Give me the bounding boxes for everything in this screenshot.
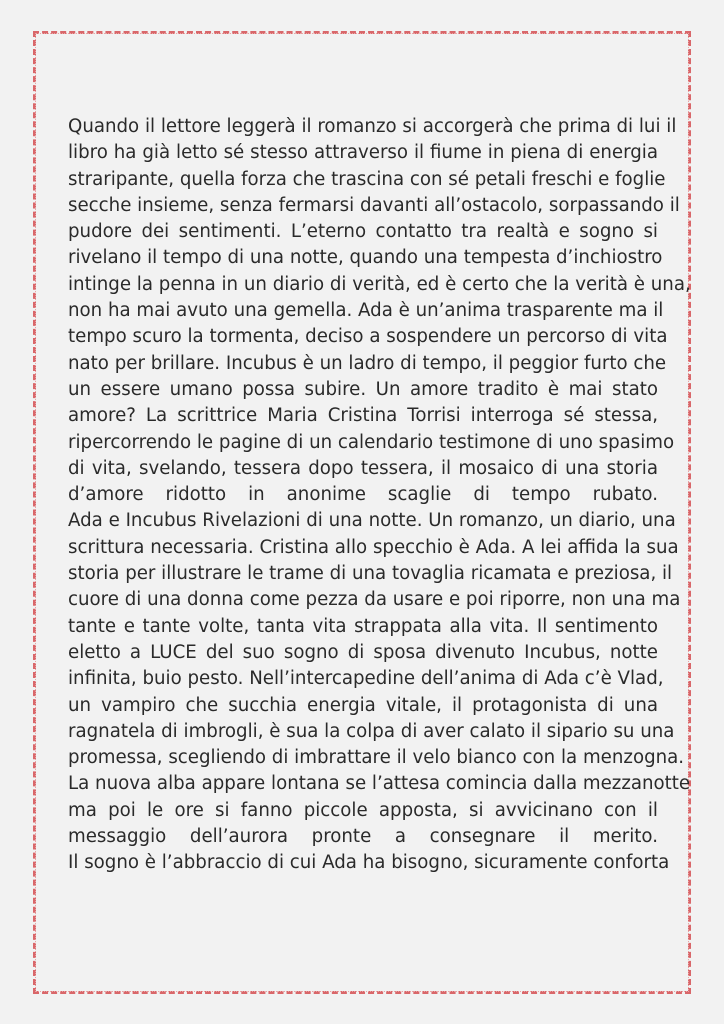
text-line: promessa, scegliendo di imbrattare il velo bianco con la menzogna. [68, 747, 685, 769]
text-line: amore? La scrittrice Maria Cristina Torrisi interroga sé stessa, [68, 405, 658, 427]
text-line: di vita, svelando, tessera dopo tessera, il mosaico di una storia [68, 457, 658, 479]
text-line: nato per brillare. Incubus è un ladro di tempo, il peggior furto che [68, 352, 667, 374]
body-paragraph [68, 114, 691, 877]
text-line: ma poi le ore si fanno piccole apposta, si avvicinano con il [68, 799, 658, 821]
text-line: pudore dei sentimenti. L’eterno contatto tra realtà e sogno si [68, 221, 658, 243]
text-line: un essere umano possa subire. Un amore tradito è mai stato [68, 378, 658, 400]
text-line: non ha mai avuto una gemella. Ada è un’anima trasparente ma il [68, 300, 664, 322]
text-line: Il sogno è l’abbraccio di cui Ada ha bisogno, sicuramente conforta [68, 852, 670, 874]
text-line: rivelano il tempo di una notte, quando una tempesta d’inchiostro [68, 247, 663, 269]
text-line: eletto a LUCE del suo sogno di sposa divenuto Incubus, notte [68, 641, 658, 663]
text-line: La nuova alba appare lontana se l’attesa comincia dalla mezzanotte [68, 773, 691, 795]
text-line: d’amore ridotto in anonime scaglie di tempo rubato. [68, 484, 658, 506]
text-line: messaggio dell’aurora pronte a consegnare il merito. [68, 826, 658, 848]
text-line: tempo scuro la tormenta, deciso a sospendere un percorso di vita [68, 326, 668, 348]
text-line: libro ha già letto sé stesso attraverso il fiume in piena di energia [68, 142, 658, 164]
text-line: cuore di una donna come pezza da usare e poi riporre, non una ma [68, 589, 681, 611]
text-line: secche insieme, senza fermarsi davanti all’ostacolo, sorpassando il [68, 194, 680, 216]
text-line: intinge la penna in un diario di verità, ed è certo che la verità è una, [68, 273, 691, 295]
text-line: Ada e Incubus Rivelazioni di una notte. Un romanzo, un diario, una [68, 510, 676, 532]
text-line: un vampiro che succhia energia vitale, il protagonista di una [68, 694, 658, 716]
text-line: scrittura necessaria. Cristina allo specchio è Ada. A lei affida la sua [68, 536, 679, 558]
text-line: straripante, quella forza che trascina con sé petali freschi e foglie [68, 168, 666, 190]
text-line: storia per illustrare le trame di una tovaglia ricamata e preziosa, il [68, 563, 673, 585]
text-line: ripercorrendo le pagine di un calendario testimone di uno spasimo [68, 431, 675, 453]
text-line: tante e tante volte, tanta vita strappata alla vita. Il sentimento [68, 615, 658, 637]
text-line: Quando il lettore leggerà il romanzo si accorgerà che prima di lui il [68, 116, 677, 137]
text-line: infinita, buio pesto. Nell’intercapedine dell’anima di Ada c’è Vlad, [68, 668, 664, 690]
text-line: ragnatela di imbrogli, è sua la colpa di aver calato il sipario su una [68, 720, 675, 742]
